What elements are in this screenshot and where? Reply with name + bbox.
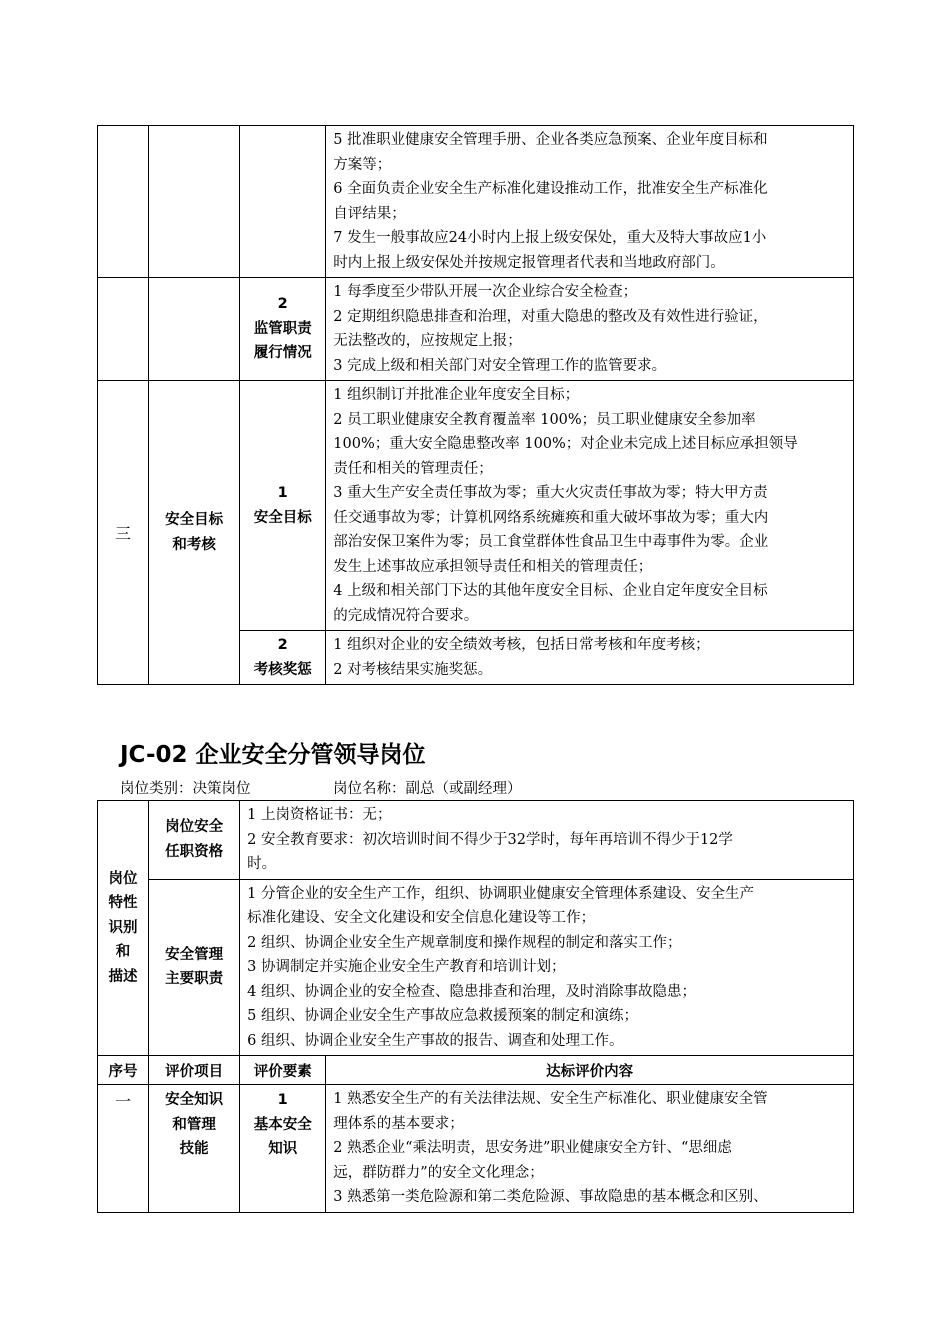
header-line: 描述 (108, 968, 138, 985)
item-label: 安全目标 (165, 512, 224, 528)
element-number: 1 (277, 1092, 288, 1108)
content-cell (326, 631, 854, 685)
table-row (98, 381, 854, 631)
content-line: 理体系的基本要求； (333, 1115, 464, 1132)
content-line: 远，群防群力”的安全文化理念； (333, 1164, 544, 1181)
content-line: 7 发生一般事故应24小时内上报上级安保处，重大及特大事故应1小 (333, 230, 767, 246)
qualification-label (149, 801, 240, 880)
content-line: 无法整改的，应按规定上报； (333, 333, 522, 349)
content-line: 1 组织对企业的安全绩效考核，包括日常考核和年度考核； (333, 637, 710, 653)
table-row (98, 126, 854, 278)
content-line: 4 组织、协调企业的安全检查、隐患排查和治理，及时消除事故隐患； (247, 983, 697, 1000)
element-label: 知识 (268, 1141, 298, 1157)
label-line: 安全管理 (165, 946, 224, 963)
element-label: 基本安全 (253, 1116, 312, 1133)
seq-cell (98, 278, 149, 381)
position-name: 岗位名称：副总（或副经理） (333, 781, 522, 797)
header-seq: 序号 (98, 1056, 149, 1085)
seq-cell: 一 (98, 1085, 149, 1213)
content-line: 标准化建设、安全文化建设和安全信息化建设等工作； (247, 910, 596, 926)
content-line: 1 上岗资格证书：无； (247, 807, 392, 823)
content-line: 3 完成上级和相关部门对安全管理工作的监管要求。 (333, 357, 667, 374)
header-line: 特性 (108, 895, 138, 912)
content-line: 1 组织制订并批准企业年度安全目标； (333, 387, 580, 403)
content-line: 3 重大生产安全责任事故为零；重大火灾责任事故为零；特大甲方责 (333, 485, 768, 501)
content-cell (326, 126, 854, 278)
content-line: 的完成情况符合要求。 (333, 607, 479, 624)
seq-cell (98, 126, 149, 278)
content-line: 6 全面负责企业安全生产标准化建设推动工作，批准安全生产标准化 (333, 181, 768, 197)
label-line: 岗位安全 (165, 819, 224, 836)
content-line: 任交通事故为零；计算机网络系统瘫痪和重大破坏事故为零；重大内 (333, 509, 769, 526)
content-line: 发生上述事故应承担领导责任和相关的管理责任； (333, 558, 653, 575)
content-line: 2 安全教育要求：初次培训时间不得少于32学时，每年再培训不得少于12学 (247, 831, 733, 848)
content-line: 5 批准职业健康安全管理手册、企业各类应急预案、企业年度目标和 (333, 132, 768, 148)
content-line: 方案等； (333, 156, 392, 173)
item-label: 和管理 (172, 1116, 216, 1133)
header-row (98, 1056, 854, 1085)
qualification-content (240, 801, 854, 880)
element-number: 1 (277, 485, 288, 501)
content-line: 3 熟悉第一类危险源和第二类危险源、事故隐患的基本概念和区别、 (333, 1189, 768, 1205)
header-content: 达标评价内容 (326, 1056, 854, 1085)
label-line: 任职资格 (165, 843, 224, 860)
table-row (98, 801, 854, 880)
content-line: 部治安保卫案件为零；员工食堂群体性食品卫生中毒事件为零。企业 (333, 534, 769, 550)
content-line: 2 定期组织隐患排查和治理，对重大隐患的整改及有效性进行验证， (333, 308, 768, 325)
element-cell (240, 278, 326, 381)
element-label: 考核奖惩 (253, 661, 312, 678)
table-row (98, 278, 854, 381)
position-feature-header (98, 801, 149, 1056)
element-cell (240, 126, 326, 278)
header-element: 评价要素 (240, 1056, 326, 1085)
element-number: 2 (277, 296, 288, 313)
position-meta (120, 777, 522, 798)
item-cell (149, 278, 240, 381)
content-line: 3 协调制定并实施企业安全生产教育和培训计划； (247, 959, 566, 975)
table-row (98, 1085, 854, 1213)
content-line: 2 员工职业健康安全教育覆盖率 100%；员工职业健康安全参加率 (333, 411, 756, 428)
content-line: 2 组织、协调企业安全生产规章制度和操作规程的制定和落实工作； (247, 934, 682, 951)
content-line: 6 组织、协调企业安全生产事故的报告、调查和处理工作。 (247, 1032, 624, 1049)
content-line: 2 熟悉企业“乘法明责，思安务进”职业健康安全方针、“思细虑 (333, 1140, 732, 1156)
item-cell (149, 1085, 240, 1213)
item-cell (149, 381, 240, 685)
element-cell (240, 631, 326, 685)
header-line: 识别 (108, 919, 138, 936)
label-line: 主要职责 (165, 971, 224, 988)
evaluation-table-continued (97, 125, 854, 685)
section-title: JC-02 企业安全分管领导岗位 (120, 742, 426, 768)
content-cell (326, 278, 854, 381)
content-line: 自评结果； (333, 205, 406, 222)
duty-content (240, 879, 854, 1056)
content-line: 2 对考核结果实施奖惩。 (333, 661, 493, 678)
header-line: 和 (115, 944, 131, 961)
evaluation-table (97, 800, 854, 1213)
position-category: 岗位类别：决策岗位 (120, 781, 251, 797)
element-label: 履行情况 (253, 345, 312, 362)
content-cell (326, 1085, 854, 1213)
element-label: 监管职责 (253, 320, 312, 337)
content-line: 100%；重大安全隐患整改率 100%；对企业未完成上述目标应承担领导 (333, 436, 798, 452)
element-cell (240, 381, 326, 631)
content-line: 1 分管企业的安全生产工作，组织、协调职业健康安全管理体系建设、安全生产 (247, 885, 755, 902)
content-cell (326, 381, 854, 631)
header-item: 评价项目 (149, 1056, 240, 1085)
content-line: 时内上报上级安保处并按规定报管理者代表和当地政府部门。 (333, 254, 725, 271)
content-line: 5 组织、协调企业安全生产事故应急救援预案的制定和演练； (247, 1008, 639, 1024)
content-line: 责任和相关的管理责任； (333, 460, 493, 477)
item-label: 安全知识 (165, 1092, 224, 1108)
content-line: 1 熟悉安全生产的有关法律法规、安全生产标准化、职业健康安全管 (333, 1091, 768, 1107)
table-row (98, 879, 854, 1056)
element-number: 2 (277, 637, 288, 653)
element-cell (240, 1085, 326, 1213)
header-line: 岗位 (108, 870, 138, 887)
content-line: 1 每季度至少带队开展一次企业综合安全检查； (333, 284, 638, 300)
duty-label (149, 879, 240, 1056)
element-label: 安全目标 (253, 509, 312, 526)
item-cell (149, 126, 240, 278)
seq-cell: 三 (98, 381, 149, 685)
content-line: 4 上级和相关部门下达的其他年度安全目标、企业自定年度安全目标 (333, 583, 768, 599)
content-line: 时。 (247, 856, 277, 872)
item-label: 和考核 (172, 536, 216, 553)
item-label: 技能 (179, 1141, 209, 1157)
